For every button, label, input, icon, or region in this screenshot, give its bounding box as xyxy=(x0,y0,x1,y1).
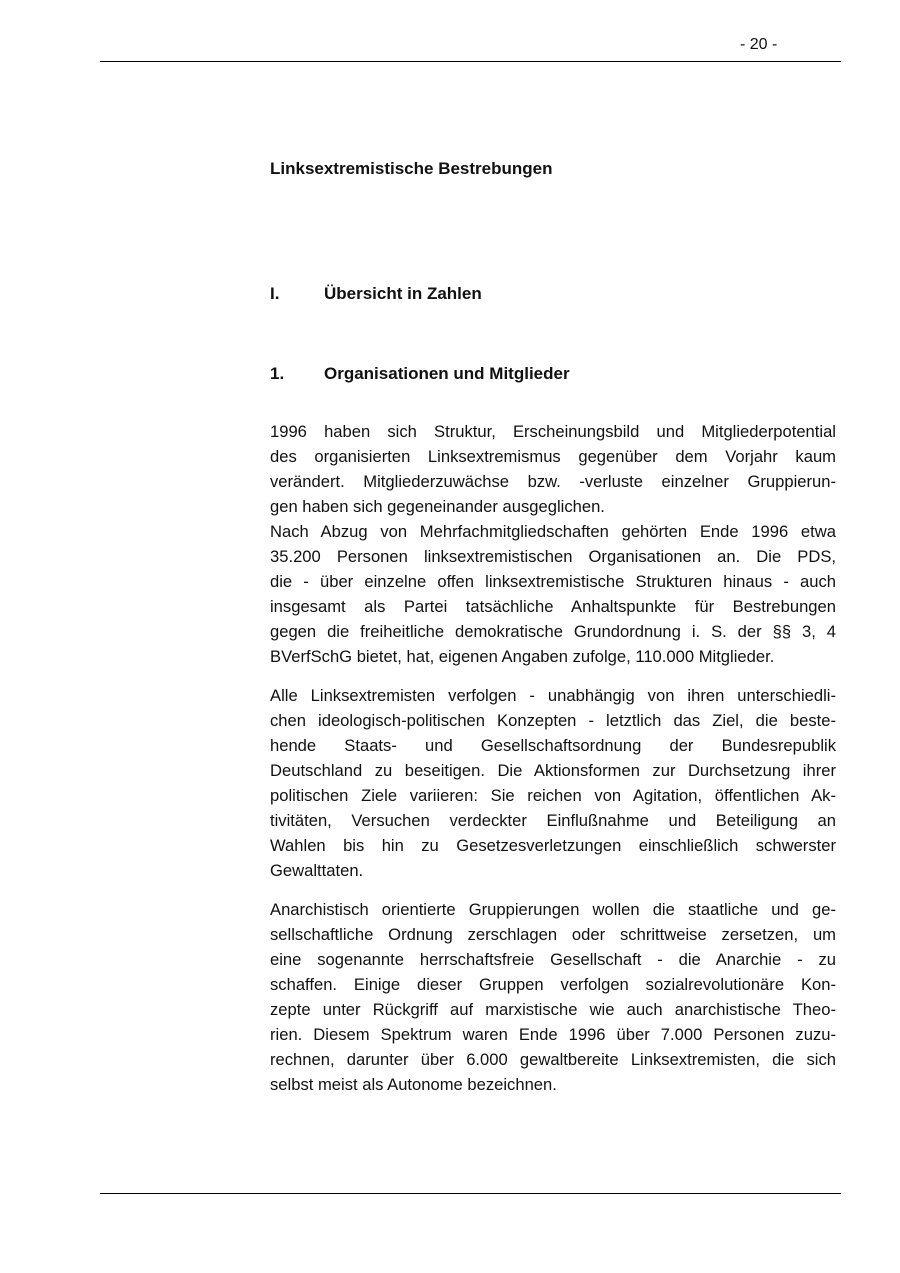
text-line: BVerfSchG bietet, hat, eigenen Angaben zufolge, 110.000 Mitglieder. xyxy=(270,647,775,666)
heading-number: I. xyxy=(270,284,280,303)
text-line: Wahlen bis hin zu Gesetzesverletzungen einschließlich schwerster xyxy=(270,836,836,855)
text-line: eine sogenannte herrschaftsfreie Gesellschaft - die Anarchie - zu xyxy=(270,950,836,969)
text-line: verändert. Mitgliederzuwächse bzw. -verluste einzelner Gruppierun- xyxy=(270,472,836,491)
text-line: zepte unter Rückgriff auf marxistische wie auch anarchistische Theo- xyxy=(270,1000,836,1019)
text-line: des organisierten Linksextremismus gegenüber dem Vorjahr kaum xyxy=(270,447,836,466)
text-line: Gewalttaten. xyxy=(270,861,364,880)
text-line: rechnen, darunter über 6.000 gewaltbereite Linksextremisten, die sich xyxy=(270,1050,836,1069)
paragraph xyxy=(270,519,836,669)
paragraph xyxy=(270,897,836,1097)
text-line: die - über einzelne offen linksextremistische Strukturen hinaus - auch xyxy=(270,572,836,591)
header-rule xyxy=(100,61,841,62)
text-line: Nach Abzug von Mehrfachmitgliedschaften gehörten Ende 1996 etwa xyxy=(270,522,836,541)
heading-organizations xyxy=(270,364,570,384)
text-line: insgesamt als Partei tatsächliche Anhaltspunkte für Bestrebungen xyxy=(270,597,836,616)
body-text xyxy=(270,419,836,1097)
text-line: politischen Ziele variieren: Sie reichen von Agitation, öffentlichen Ak- xyxy=(270,786,836,805)
heading-number: 1. xyxy=(270,364,285,383)
paragraph xyxy=(270,683,836,883)
text-line: gen haben sich gegeneinander ausgeglichen. xyxy=(270,497,605,516)
text-line: 1996 haben sich Struktur, Erscheinungsbild und Mitgliederpotential xyxy=(270,422,836,441)
text-line: selbst meist als Autonome bezeichnen. xyxy=(270,1075,557,1094)
footer-rule xyxy=(100,1193,841,1194)
text-line: Alle Linksextremisten verfolgen - unabhängig von ihren unterschiedli- xyxy=(270,686,836,705)
heading-overview xyxy=(270,284,482,304)
text-line: Anarchistisch orientierte Gruppierungen wollen die staatliche und ge- xyxy=(270,900,836,919)
section-title: Linksextremistische Bestrebungen xyxy=(270,159,553,178)
text-line: rien. Diesem Spektrum waren Ende 1996 über 7.000 Personen zuzu- xyxy=(270,1025,836,1044)
text-line: Deutschland zu beseitigen. Die Aktionsformen zur Durchsetzung ihrer xyxy=(270,761,836,780)
text-line: tivitäten, Versuchen verdeckter Einflußnahme und Beteiligung an xyxy=(270,811,836,830)
page-number: - 20 - xyxy=(740,36,778,53)
text-line: schaffen. Einige dieser Gruppen verfolgen sozialrevolutionäre Kon- xyxy=(270,975,836,994)
text-line: chen ideologisch-politischen Konzepten - letztlich das Ziel, die beste- xyxy=(270,711,836,730)
text-line: hende Staats- und Gesellschaftsordnung der Bundesrepublik xyxy=(270,736,836,755)
paragraph xyxy=(270,419,836,519)
text-line: 35.200 Personen linksextremistischen Organisationen an. Die PDS, xyxy=(270,547,836,566)
heading-text: Organisationen und Mitglieder xyxy=(324,364,570,383)
text-line: sellschaftliche Ordnung zerschlagen oder schrittweise zersetzen, um xyxy=(270,925,836,944)
heading-text: Übersicht in Zahlen xyxy=(324,284,482,303)
text-line: gegen die freiheitliche demokratische Grundordnung i. S. der §§ 3, 4 xyxy=(270,622,836,641)
